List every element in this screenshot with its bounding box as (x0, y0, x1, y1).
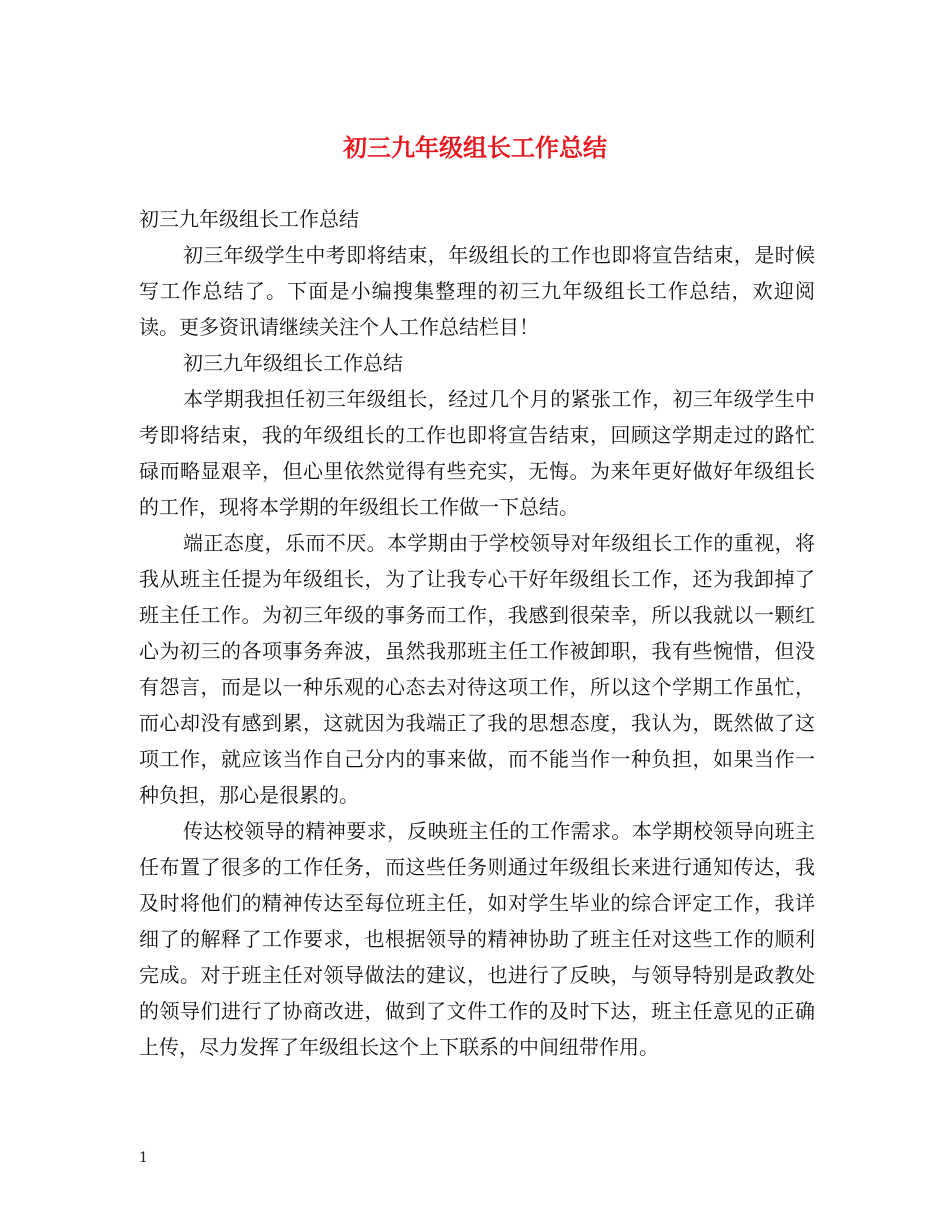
paragraph-attitude: 端正态度，乐而不厌。本学期由于学校领导对年级组长工作的重视，将我从班主任提为年级组长，为了让我专心干好年级组长工作，还为我卸掉了班主任工作。为初三年级的事务而工作，我感到很荣幸，所以我就以一颗红心为初三的各项事务奔波，虽然我那班主任工作被卸职，我有些惋惜，但没有怨言，而是以一种乐观的心态去对待这项工作，所以这个学期工作虽忙，而心却没有感到累，这就因为我端正了我的思想态度，我认为，既然做了这项工作，就应该当作自己分内的事来做，而不能当作一种负担，如果当作一种负担，那心是很累的。 (139, 531, 815, 807)
paragraph-review: 本学期我担任初三年级组长，经过几个月的紧张工作，初三年级学生中考即将结束，我的年级组长的工作也即将宣告结束，回顾这学期走过的路忙碌而略显艰辛，但心里依然觉得有些充实，无悔。为来年更好做好年级组长的工作，现将本学期的年级组长工作做一下总结。 (139, 387, 815, 519)
document-title: 初三九年级组长工作总结 (343, 133, 607, 162)
paragraph-communication: 传达校领导的精神要求，反映班主任的工作需求。本学期校领导向班主任布置了很多的工作任务，而这些任务则通过年级组长来进行通知传达，我及时将他们的精神传达至每位班主任，如对学生毕业的综合评定工作，我详细了的解释了工作要求，也根据领导的精神协助了班主任对这些工作的顺利完成。对于班主任对领导做法的建议，也进行了反映，与领导特别是政教处的领导们进行了协商改进，做到了文件工作的及时下达，班主任意见的正确上传，尽力发挥了年级组长这个上下联系的中间纽带作用。 (139, 819, 815, 1059)
paragraph-subheading: 初三九年级组长工作总结 (183, 351, 403, 375)
paragraph-intro: 初三年级学生中考即将结束，年级组长的工作也即将宣告结束，是时候写工作总结了。下面是小编搜集整理的初三九年级组长工作总结，欢迎阅读。更多资讯请继续关注个人工作总结栏目！ (139, 243, 815, 339)
document-body (139, 201, 815, 1065)
page-number: 1 (139, 1150, 148, 1166)
paragraph-heading: 初三九年级组长工作总结 (139, 207, 359, 231)
